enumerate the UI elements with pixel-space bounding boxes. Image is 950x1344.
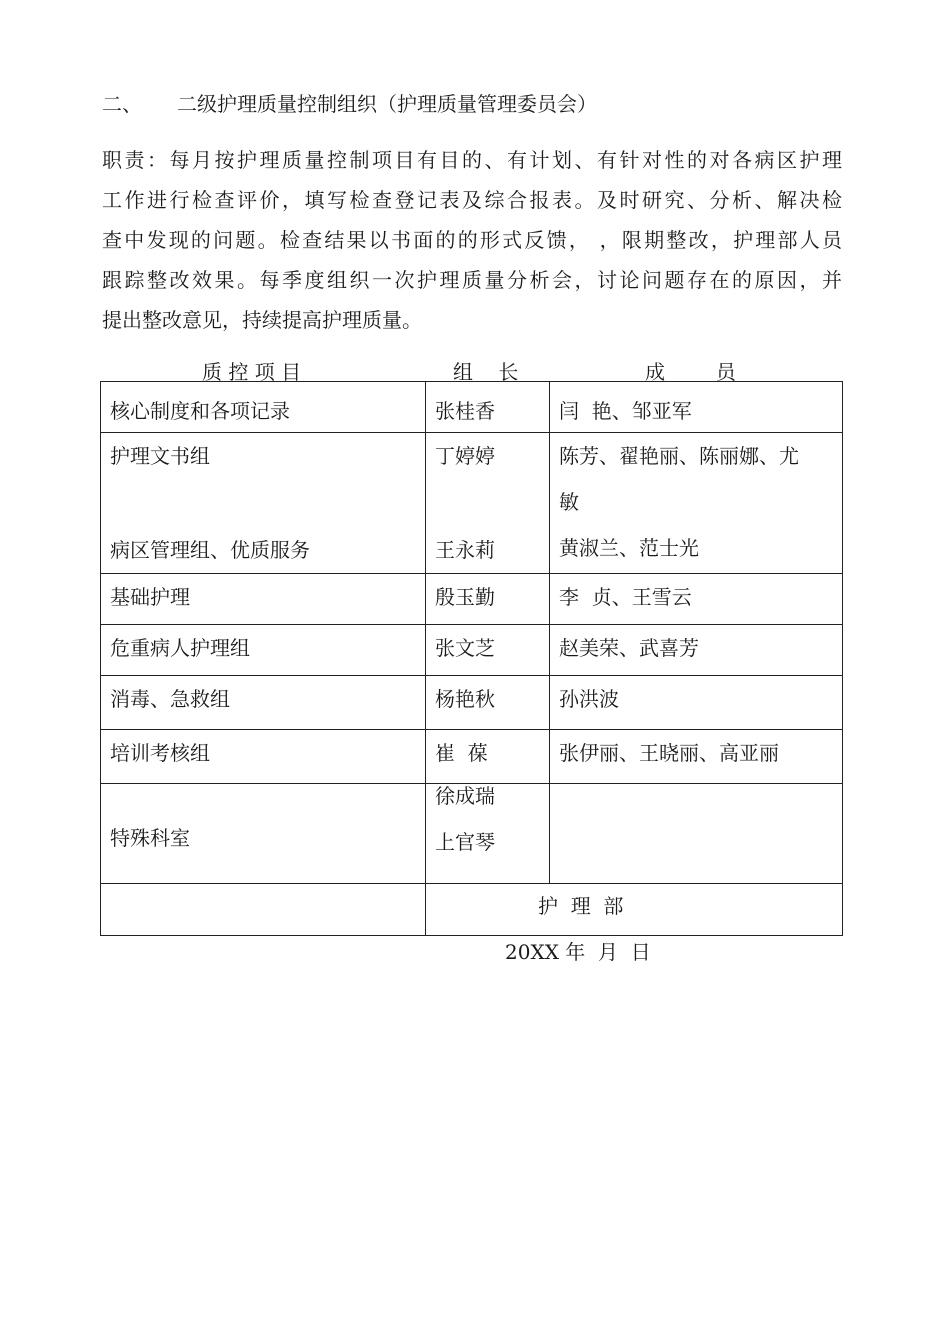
signature-date: 20XX 年 月 日 (505, 940, 651, 964)
column-header-item: 质 控 项 目 (202, 360, 302, 384)
section-title: 二级护理质量控制组织（护理质量管理委员会） (177, 92, 597, 116)
members-cell: 黄淑兰、范士光 (559, 536, 699, 560)
members-cell: 赵美荣、武喜芳 (550, 625, 843, 676)
leader-cell: 王永莉 (435, 538, 495, 562)
table-row (101, 382, 843, 433)
members-cell: 孙洪波 (550, 676, 843, 730)
item-cell: 核心制度和各项记录 (101, 382, 426, 433)
members-cell: 李 贞、王雪云 (550, 574, 843, 625)
signature-cell (426, 884, 843, 936)
duty-line: 查中发现的问题。检查结果以书面的的形式反馈， ，限期整改，护理部人员 (102, 228, 842, 252)
duty-line: 跟踪整改效果。每季度组织一次护理质量分析会，讨论问题存在的原因，并 (102, 268, 842, 292)
item-cell: 护理文书组 病区管理组、优质服务 (101, 433, 426, 574)
quality-control-table (100, 381, 843, 936)
leader-cell: 崔 葆 (426, 730, 550, 784)
item-cell: 基础护理 (101, 574, 426, 625)
members-cell: 闫 艳、邹亚军 (550, 382, 843, 433)
item-cell: 病区管理组、优质服务 (110, 538, 310, 562)
table-row (101, 625, 843, 676)
section-number: 二、 (102, 92, 142, 116)
item-cell: 培训考核组 (101, 730, 426, 784)
item-cell: 危重病人护理组 (101, 625, 426, 676)
table-row (101, 884, 843, 936)
duty-paragraph (102, 140, 842, 340)
duty-line: 职责：每月按护理质量控制项目有目的、有计划、有针对性的对各病区护理 (102, 148, 842, 172)
table-row (101, 574, 843, 625)
leader-cell: 殷玉勤 (426, 574, 550, 625)
item-cell: 消毒、急救组 (101, 676, 426, 730)
signature-department: 护 理 部 (538, 894, 624, 918)
leader-cell: 杨艳秋 (426, 676, 550, 730)
leader-cell: 张桂香 (426, 382, 550, 433)
section-heading (102, 90, 597, 118)
members-cell (550, 784, 843, 884)
table-row (101, 784, 843, 884)
item-cell (101, 884, 426, 936)
column-header-leader: 组 长 (453, 360, 519, 384)
leader-cell: 张文芝 (426, 625, 550, 676)
item-cell: 特殊科室 (101, 784, 426, 884)
duty-line: 提出整改意见，持续提高护理质量。 (102, 308, 422, 332)
table-row (101, 433, 843, 574)
members-cell: 敏 (559, 490, 579, 514)
members-cell: 张伊丽、王晓丽、高亚丽 (550, 730, 843, 784)
table-row (101, 676, 843, 730)
leader-cell: 丁婷婷 王永莉 (426, 433, 550, 574)
leader-cell: 徐成瑞 上官琴 (426, 784, 550, 884)
column-header-members: 成 员 (645, 360, 736, 384)
duty-line: 工作进行检查评价，填写检查登记表及综合报表。及时研究、分析、解决检 (102, 188, 842, 212)
members-cell: 陈芳、翟艳丽、陈丽娜、尤 敏 黄淑兰、范士光 (550, 433, 843, 574)
